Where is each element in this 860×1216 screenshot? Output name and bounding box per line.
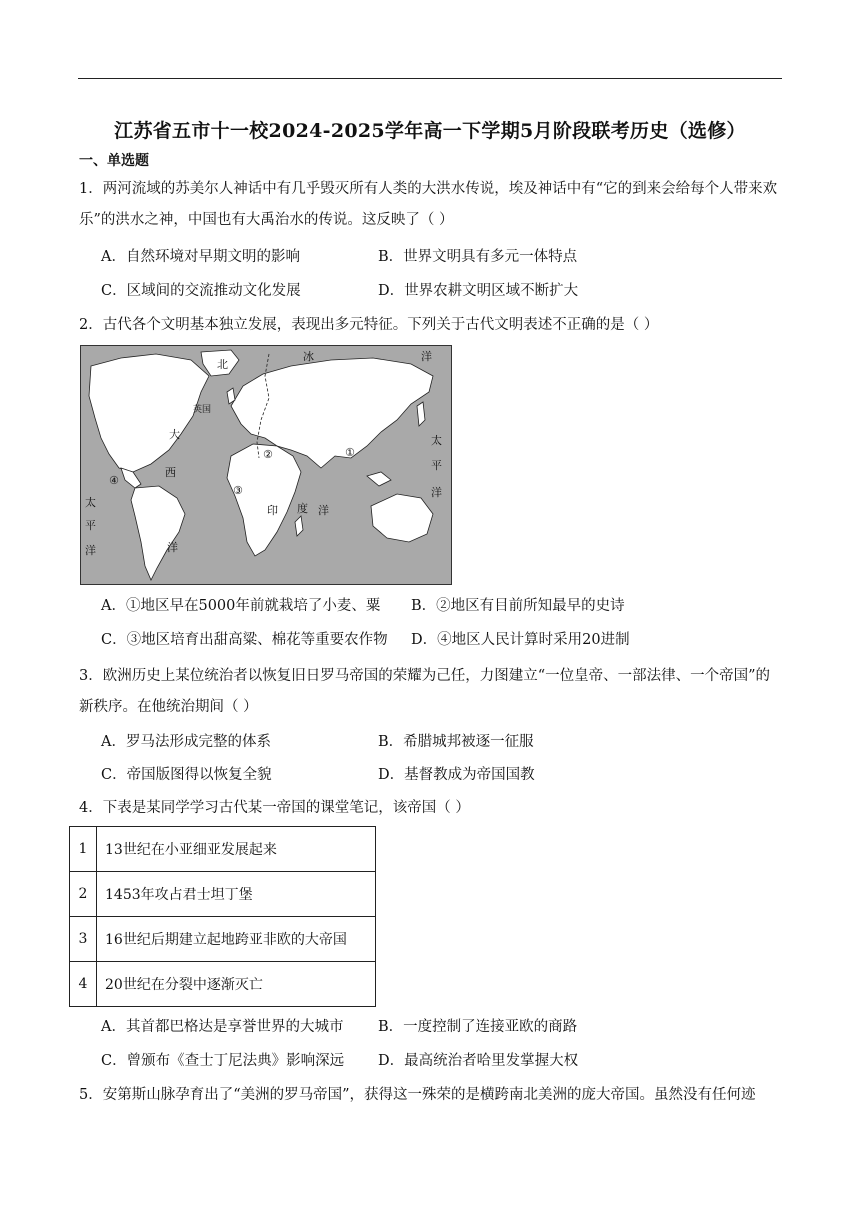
map-marker-4: ④	[109, 474, 119, 487]
map-marker-2: ②	[263, 448, 273, 461]
row-number: 4	[70, 962, 97, 1007]
map-label-yin: 印	[267, 504, 278, 517]
map-marker-1: ①	[345, 446, 355, 459]
question-1-stem: 1．两河流域的苏美尔人神话中有几乎毁灭所有人类的大洪水传说，埃及神话中有“它的到来会给每个人带来欢乐”的洪水之神，中国也有大禹治水的传说。这反映了（ ）	[79, 181, 778, 228]
row-text: 1453年攻占君士坦丁堡	[97, 872, 376, 917]
map-marker-3: ③	[233, 484, 243, 497]
q4-option-a[interactable]: A．其首都巴格达是享誉世界的大城市	[101, 1019, 344, 1035]
q2-option-a[interactable]: A．①地区早在5000年前就栽培了小麦、粟	[101, 598, 381, 614]
q3-option-d[interactable]: D．基督教成为帝国国教	[378, 767, 535, 783]
world-map	[80, 345, 452, 585]
question-5-stem: 5．安第斯山脉孕育出了“美洲的罗马帝国”，获得这一殊荣的是横跨南北美洲的庞大帝国。虽然没有任何迹	[79, 1087, 756, 1103]
map-label-bing: 冰	[303, 350, 314, 363]
islands-shape	[367, 472, 391, 486]
section-heading: 一、单选题	[79, 153, 149, 169]
map-label-ping-1: 平	[431, 459, 442, 472]
q3-option-c[interactable]: C．帝国版图得以恢复全貌	[101, 767, 272, 783]
page-title: 江苏省五市十一校2024-2025学年高一下学期5月阶段联考历史（选修）	[114, 120, 746, 142]
q3-option-b[interactable]: B．希腊城邦被逐一征服	[378, 734, 534, 750]
table-row	[70, 962, 376, 1007]
south-america-shape	[131, 486, 185, 580]
row-number: 2	[70, 872, 97, 917]
map-label-xi: 西	[165, 466, 176, 479]
q1-option-c[interactable]: C．区域间的交流推动文化发展	[101, 283, 301, 299]
map-label-bei: 北	[217, 358, 228, 371]
row-number: 3	[70, 917, 97, 962]
table-row	[70, 917, 376, 962]
map-label-yang-3: 洋	[431, 486, 442, 499]
map-label-da: 大	[169, 428, 180, 441]
q2-option-d[interactable]: D．④地区人民计算时采用20进制	[411, 632, 630, 648]
map-label-yang-1: 洋	[421, 350, 432, 363]
q2-option-b[interactable]: B．②地区有目前所知最早的史诗	[411, 598, 625, 614]
map-label-yang-5: 洋	[318, 504, 329, 517]
row-text: 13世纪在小亚细亚发展起来	[97, 827, 376, 872]
q4-option-d[interactable]: D．最高统治者哈里发掌握大权	[378, 1053, 579, 1069]
q4-option-b[interactable]: B．一度控制了连接亚欧的商路	[378, 1019, 578, 1035]
row-text: 20世纪在分裂中逐渐灭亡	[97, 962, 376, 1007]
map-label-tai-1: 太	[431, 434, 442, 447]
map-label-ping-2: 平	[85, 519, 96, 532]
map-label-yang-2: 洋	[167, 541, 178, 554]
japan-shape	[417, 402, 425, 426]
header-rule	[78, 78, 782, 79]
q1-option-a[interactable]: A．自然环境对早期文明的影响	[101, 249, 300, 265]
q4-option-c[interactable]: C．曾颁布《查士丁尼法典》影响深远	[101, 1053, 345, 1069]
map-label-tai-2: 太	[85, 496, 96, 509]
madagascar-shape	[295, 516, 303, 536]
map-label-yang-4: 洋	[85, 544, 96, 557]
north-america-shape	[89, 354, 212, 472]
map-label-britain: 英国	[193, 405, 212, 415]
question-4-stem: 4．下表是某同学学习古代某一帝国的课堂笔记，该帝国（ ）	[79, 800, 470, 816]
q1-option-d[interactable]: D．世界农耕文明区域不断扩大	[378, 283, 579, 299]
q1-option-b[interactable]: B．世界文明具有多元一体特点	[378, 249, 578, 265]
table-row	[70, 872, 376, 917]
q3-option-a[interactable]: A．罗马法形成完整的体系	[101, 734, 271, 750]
row-text: 16世纪后期建立起地跨亚非欧的大帝国	[97, 917, 376, 962]
question-2-stem: 2．古代各个文明基本独立发展，表现出多元特征。下列关于古代文明表述不正确的是（ ）	[79, 317, 659, 333]
central-america-shape	[121, 468, 141, 488]
q2-option-c[interactable]: C．③地区培育出甜高粱、棉花等重要农作物	[101, 632, 388, 648]
world-map-graphic	[81, 346, 451, 584]
notes-table	[69, 826, 376, 1007]
row-number: 1	[70, 827, 97, 872]
question-3-stem: 3．欧洲历史上某位统治者以恢复旧日罗马帝国的荣耀为己任，力图建立“一位皇帝、一部法律、一个帝国”的新秩序。在他统治期间（ ）	[79, 668, 771, 715]
table-row	[70, 827, 376, 872]
map-label-du: 度	[297, 502, 308, 515]
australia-shape	[371, 494, 433, 542]
